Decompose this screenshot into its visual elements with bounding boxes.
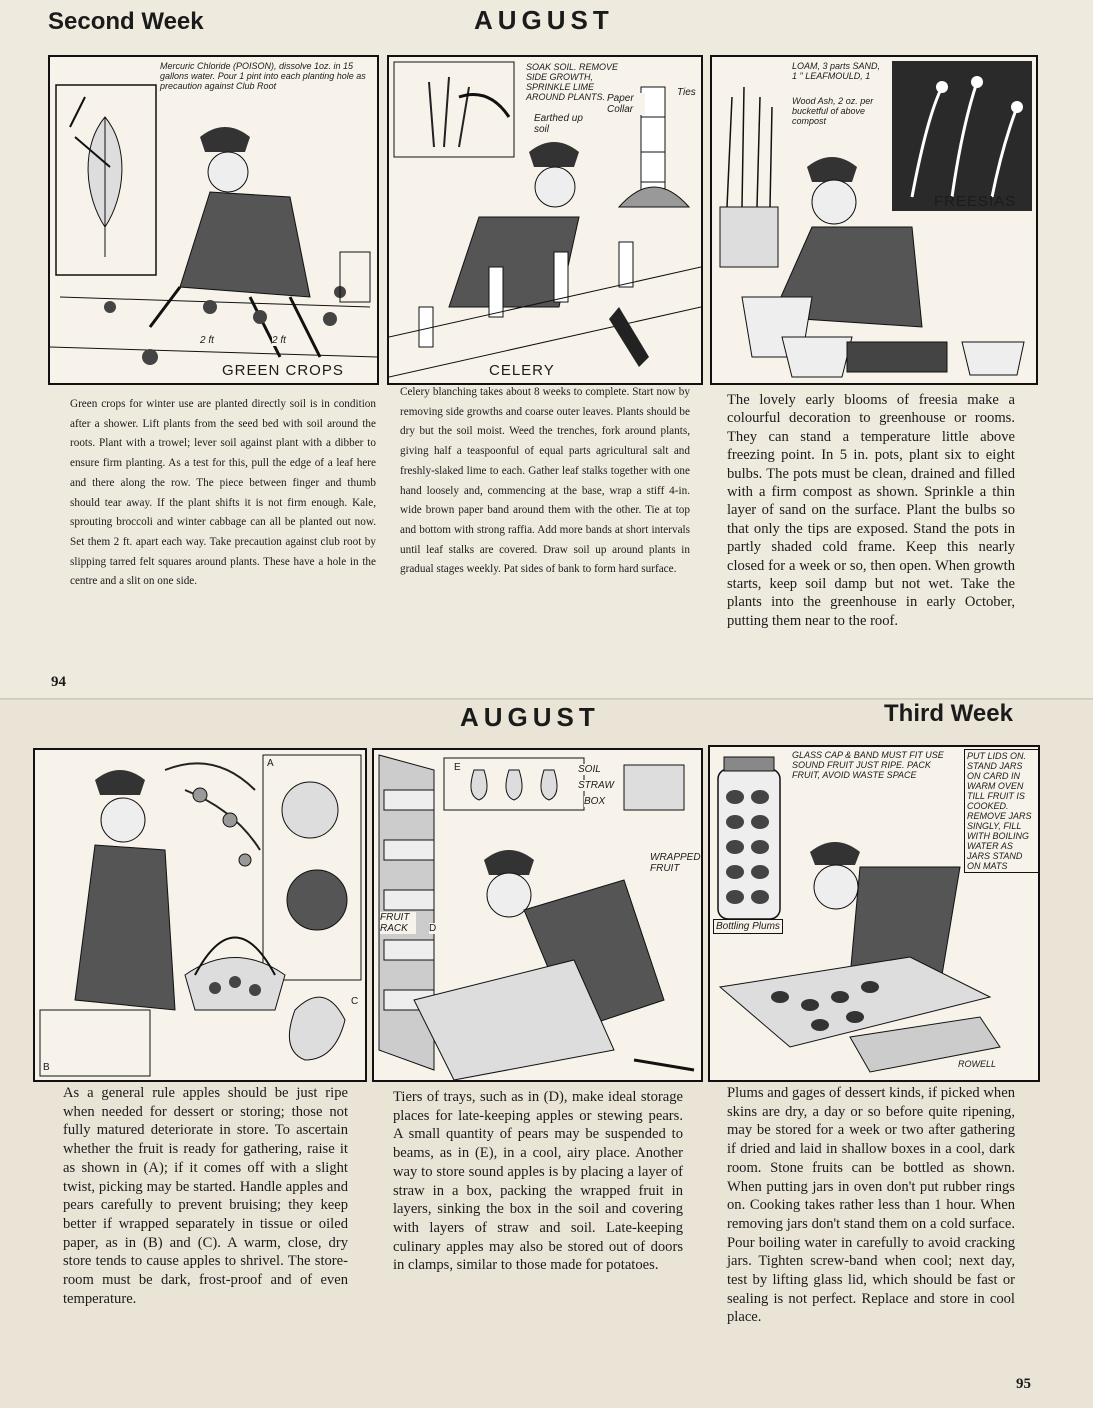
spacing-dimension: 2 ft bbox=[200, 335, 214, 346]
ties-label: Ties bbox=[677, 87, 696, 98]
page-number: 94 bbox=[51, 674, 66, 690]
panel-caption: FREESIAS bbox=[934, 193, 1017, 210]
box-label: BOX bbox=[584, 796, 606, 807]
illustration-bottling-plums bbox=[708, 745, 1040, 1082]
green-crops-text: Green crops for winter use are planted directly soil is in condition after a shower. Lift plants from the seed bed with soil around the roots. Plant with a trowel; lever soil against plant with a dibber to ensure firm planting. As a test for this, pull the edge of a leaf here and there along the row. The piece between finger and thumb should tear away. If the plant shifts it is not firm enough. Kale, sprouting broccoli and winter cabbage can all be planted out now. Set them 2 ft. apart each way. Take precaution against club root by slipping tarred felt squares around plants. These have a hole in the centre and a slit on one side. bbox=[70, 398, 376, 588]
gardener-celery-illustration bbox=[389, 57, 701, 383]
illustration-apple-picking bbox=[33, 748, 367, 1082]
paper-collar-label: Paper Collar bbox=[607, 93, 645, 115]
page-number: 95 bbox=[1016, 1376, 1031, 1392]
glass-cap-note: GLASS CAP & BAND MUST FIT USE SOUND FRUIT JUST RIPE. PACK FRUIT, AVOID WASTE SPACE bbox=[790, 749, 962, 781]
apples-text: As a general rule apples should be just ripe when needed for dessert or storing; those not fully matured deteriorate in store. To ascertain whether the fruit is ready for gathering, raise it as shown in (A); if it comes off with a slight twist, picking may be started. Handle apples and pears carefully to prevent bruising; they keep better if wrapped separately in tissue or oiled paper, as in (B) and (C). A warm, close, dry store tends to cause apples to shrivel. The store-room must be dark, frost-proof and of even temperature. bbox=[63, 1085, 348, 1307]
wrapped-fruit-label: WRAPPED FRUIT bbox=[650, 852, 701, 874]
oven-instructions-note: PUT LIDS ON. STAND JARS ON CARD IN WARM OVEN TILL FRUIT IS COOKED. REMOVE JARS SINGLY, FILL WITH BOILING WATER AS JARS STAND ON MATS bbox=[964, 749, 1040, 873]
label-b: B bbox=[43, 1062, 50, 1073]
panel-caption: GREEN CROPS bbox=[218, 362, 348, 379]
illustration-green-crops bbox=[48, 55, 379, 385]
plums-text: Plums and gages of dessert kinds, if picked when skins are dry, a day or so before quite ripening, may be stored for a week or two after gathering if dried and laid in shallow boxes in a cool, dark room. Stone fruits can be bottled as shown. When putting jars in oven don't put rubber rings on. Cooking takes rather less than 1 hour. When removing jars don't stand them on a cold surface. Pour boiling water in carefully to avoid cracking jars. Tighten screw-band when cool; next day, test by lifting glass lid, which should be fast or sealing is not perfect. Replace and store in cool place. bbox=[727, 1085, 1015, 1326]
panel-caption: CELERY bbox=[485, 362, 559, 379]
soak-soil-note: SOAK SOIL. REMOVE SIDE GROWTH, SPRINKLE LIME AROUND PLANTS. bbox=[524, 61, 626, 103]
month-heading: AUGUST bbox=[460, 702, 600, 732]
week-heading: Third Week bbox=[884, 700, 1013, 727]
label-e: E bbox=[454, 762, 461, 773]
soil-label: SOIL bbox=[578, 764, 601, 775]
page-95 bbox=[0, 700, 1093, 1408]
label-a: A bbox=[267, 758, 274, 769]
compost-recipe-note: LOAM, 3 parts SAND, 1 " LEAFMOULD, 1 bbox=[790, 60, 884, 82]
week-heading: Second Week bbox=[48, 8, 204, 35]
earthed-soil-label: Earthed up soil bbox=[534, 113, 594, 135]
illustration-fruit-storage bbox=[372, 748, 703, 1082]
gardener-storage-illustration bbox=[374, 750, 701, 1080]
gardener-apple-illustration bbox=[35, 750, 365, 1080]
label-d: D bbox=[429, 923, 437, 934]
freesia-text: The lovely early blooms of freesia make a colourful decoration to greenhouse or rooms. They can stand a temperature little above freezing point. In 5 in. pots, plant six to eight bulbs. The pots must be clean, drained and filled with a firm compost as shown. Sprinkle a thin layer of sand on the surface. Plant the bulbs so that only the tips are exposed. Stand the pots in partly shaded cold frame. Keep this nearly closed for a week or so, then open. When growth starts, keep soil damp but not wet. Take the plants into the greenhouse in early October, putting them near to the roof. bbox=[727, 392, 1015, 629]
celery-text: Celery blanching takes about 8 weeks to complete. Start now by removing side growths and coarse outer leaves. Plants should be dry but the soil moist. Weed the trenches, fork around plants, giving half a teaspoonful of equal parts agricultural salt and freshly-slaked lime to each. Gather leaf stalks together with one hand loosely and, commencing at the base, wrap a stiff 4-in. wide brown paper band around them with the other. Tie at top and bottom with strong raffia. Add more bands at short intervals until leaf stalks are covered. Draw soil up around plants in gradual stages weekly. Pat sides of bank to form hard surface. bbox=[400, 386, 690, 576]
straw-label: STRAW bbox=[578, 780, 614, 791]
mercuric-chloride-note: Mercuric Chloride (POISON), dissolve 1oz. in 15 gallons water. Pour 1 pint into each planting hole as precaution against Club Root bbox=[158, 60, 376, 92]
fruit-rack-label: FRUIT RACK bbox=[380, 912, 416, 934]
month-heading: AUGUST bbox=[474, 5, 614, 35]
spacing-dimension: 2 ft bbox=[272, 335, 286, 346]
label-c: C bbox=[351, 996, 359, 1007]
illustration-freesias bbox=[710, 55, 1038, 385]
bottling-plums-label: Bottling Plums bbox=[713, 919, 783, 934]
illustration-celery bbox=[387, 55, 703, 385]
page-94 bbox=[0, 0, 1093, 700]
artist-signature: ROWELL bbox=[958, 1059, 997, 1069]
storage-text: Tiers of trays, such as in (D), make ideal storage places for late-keeping apples or stewing pears. A small quantity of pears may be suspended to beams, as in (E), in a cool, airy place. Another way to store sound apples is by placing a layer of straw in a box, packing the wrapped fruit in layers, sinking the box in the soil and covering with layers of straw and soil. Late-keeping culinary apples may also be stored out of doors in clamps, similar to those made for potatoes. bbox=[393, 1089, 683, 1274]
wood-ash-note: Wood Ash, 2 oz. per bucketful of above compost bbox=[790, 95, 889, 127]
